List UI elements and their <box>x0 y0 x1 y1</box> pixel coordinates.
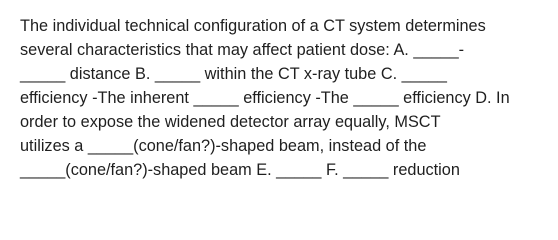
question-text <box>20 14 550 182</box>
question-line: efficiency -The inherent _____ efficiency -The _____ efficiency D. In <box>20 89 510 107</box>
question-line: several characteristics that may affect patient dose: A. _____- <box>20 41 465 59</box>
question-line: The individual technical configuration of a CT system determines <box>20 17 486 35</box>
question-line: _____ distance B. _____ within the CT x-ray tube C. _____ <box>20 65 447 83</box>
question-line: _____(cone/fan?)-shaped beam E. _____ F. _____ reduction <box>20 161 460 179</box>
question-line: utilizes a _____(cone/fan?)-shaped beam, instead of the <box>20 137 427 155</box>
question-line: order to expose the widened detector array equally, MSCT <box>20 113 441 131</box>
